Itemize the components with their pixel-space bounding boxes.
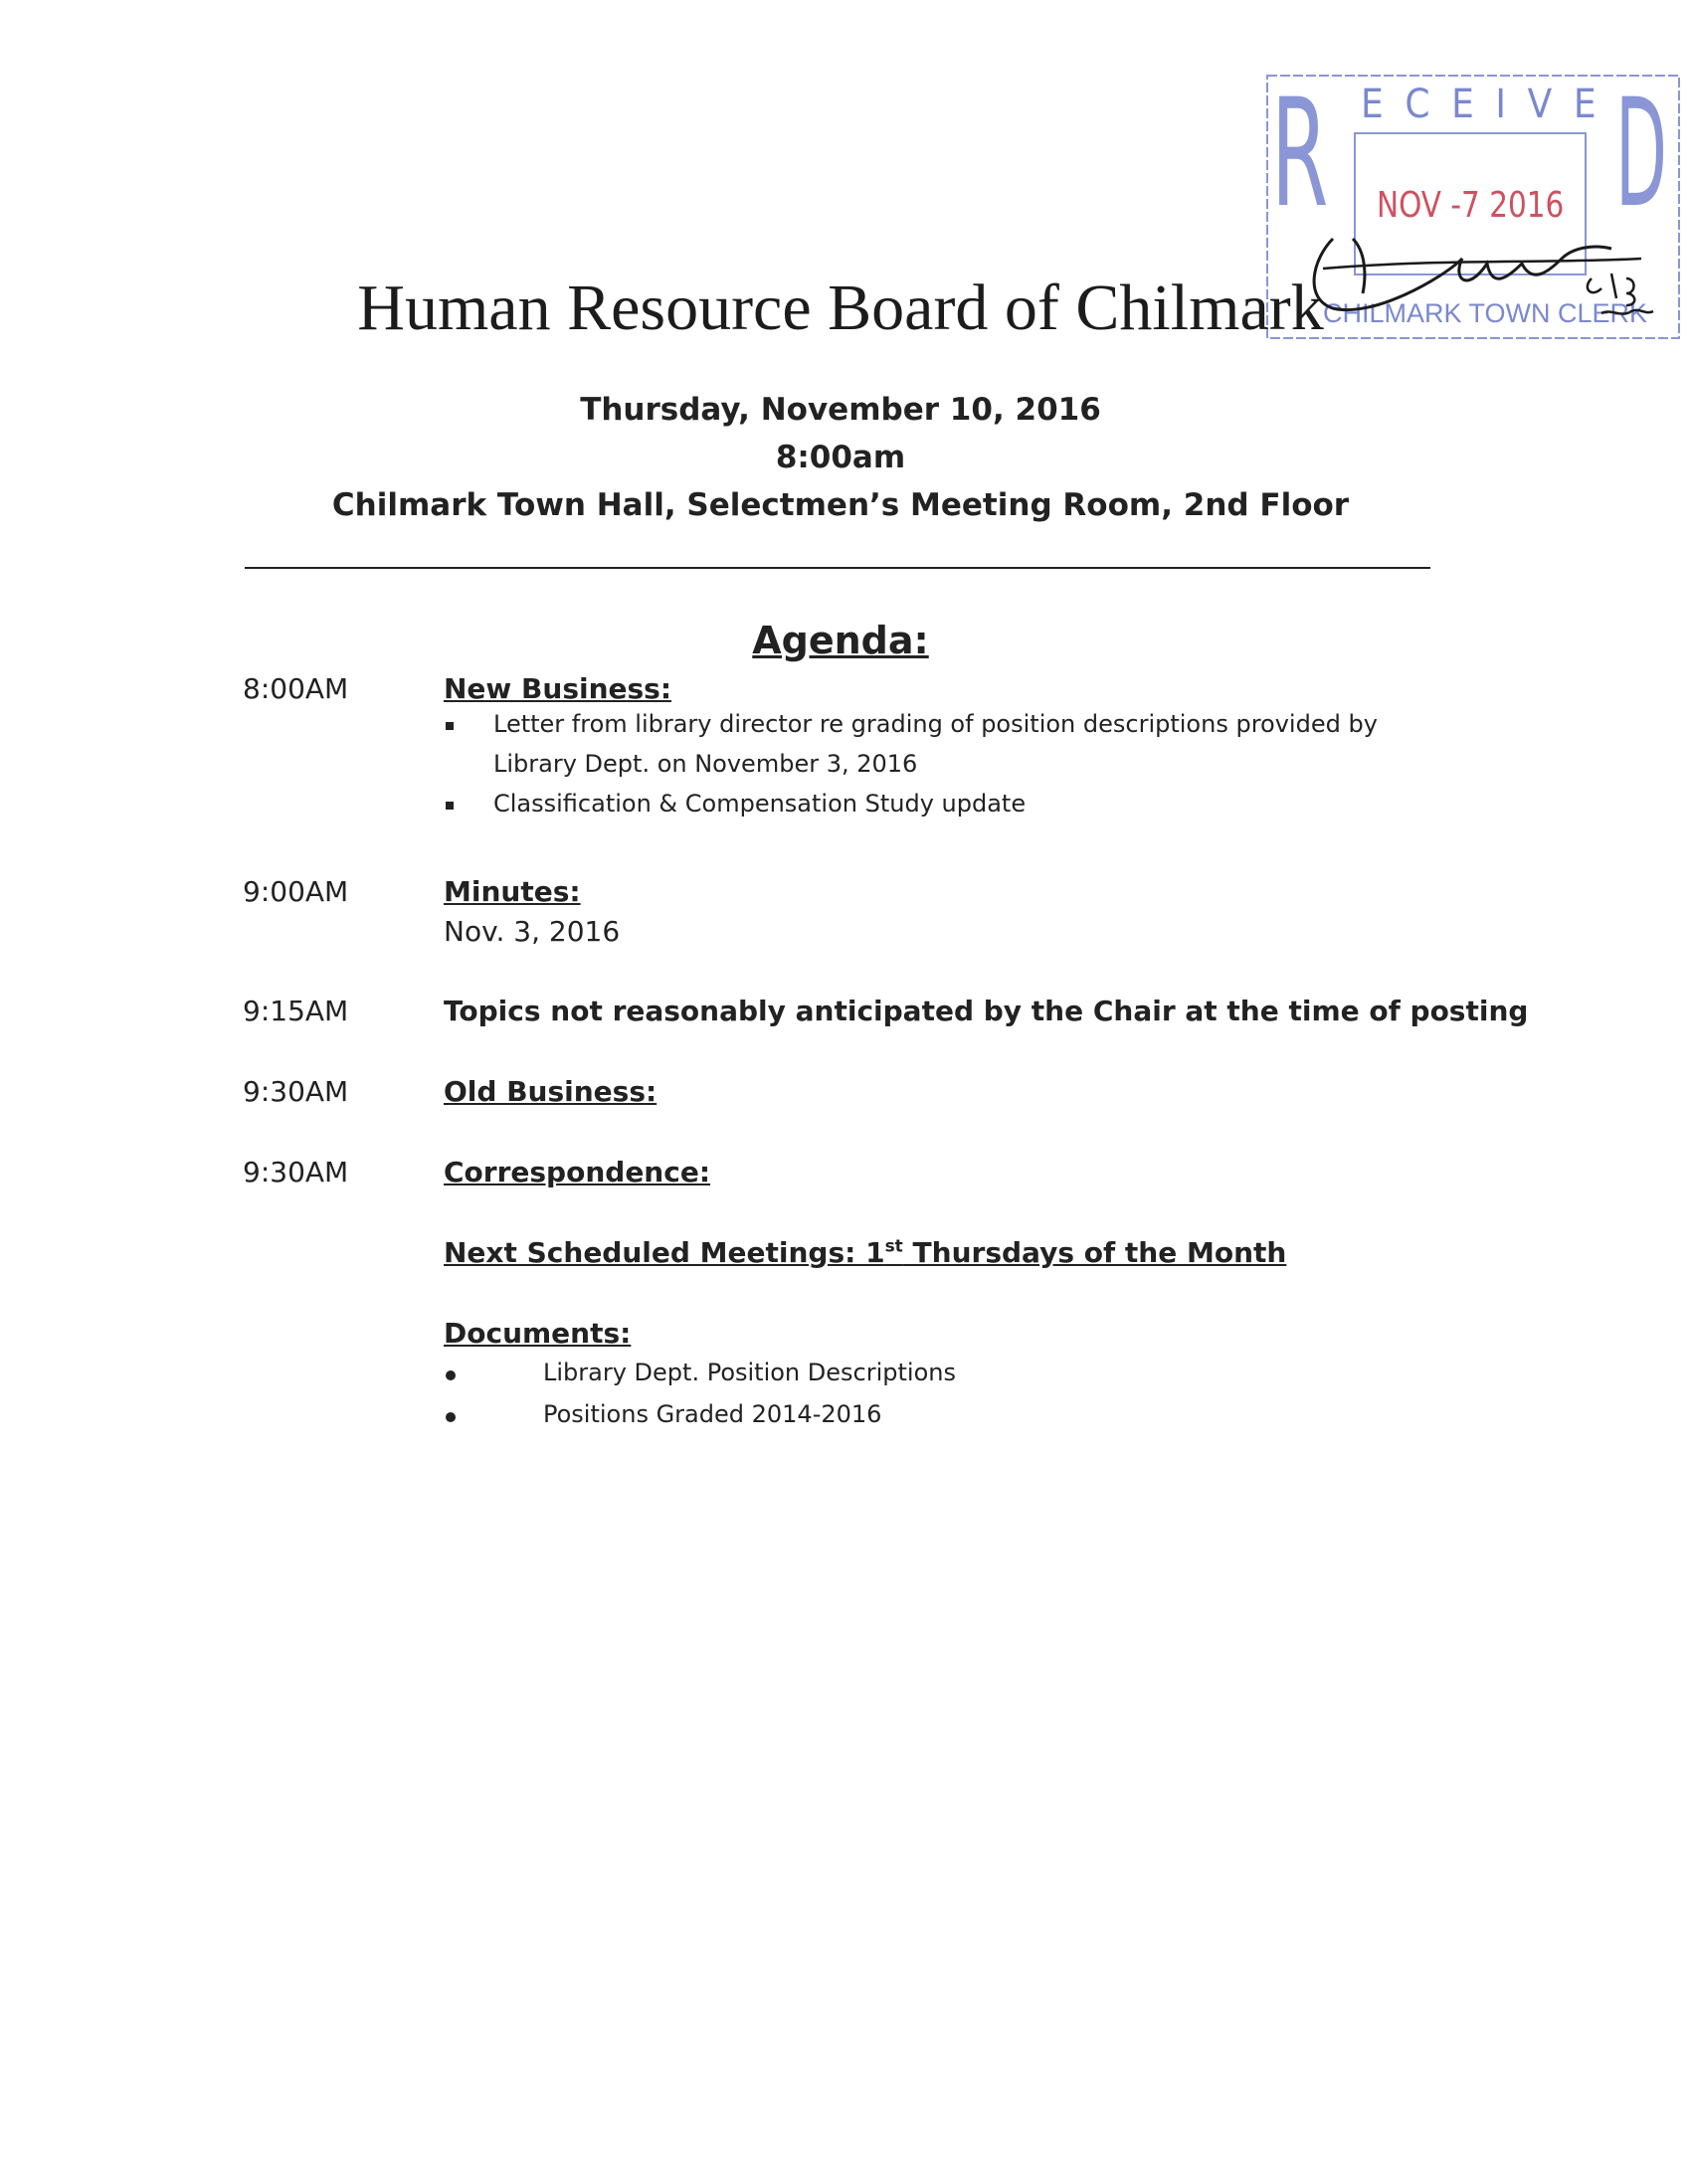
next-meetings-ordinal: st [884, 1236, 903, 1257]
agenda-heading: Agenda: [752, 619, 929, 662]
next-meetings [444, 1236, 1286, 1269]
item-heading-topics: Topics not reasonably anticipated by the Chair at the time of posting [444, 995, 1529, 1027]
item-time: 9:00AM [243, 875, 349, 908]
documents-heading: Documents: [444, 1317, 632, 1350]
item-heading-correspondence: Correspondence: [444, 1156, 711, 1188]
square-bullet-icon [446, 722, 454, 730]
bullet-text-continued: Library Dept. on November 3, 2016 [493, 750, 918, 778]
item-time: 8:00AM [243, 672, 349, 705]
item-time: 9:15AM [243, 995, 349, 1027]
item-time: 9:30AM [243, 1156, 349, 1188]
round-bullet-icon [446, 1412, 456, 1422]
round-bullet-icon [446, 1370, 456, 1380]
stamp-received-letters: ECEIVE [1361, 82, 1618, 127]
board-title: Human Resource Board of Chilmark [357, 272, 1324, 344]
stamp-date: NOV -7 2016 [1377, 185, 1565, 226]
meeting-date: Thursday, November 10, 2016 [580, 392, 1101, 428]
item-heading-minutes: Minutes: [444, 875, 581, 908]
item-heading-new-business: New Business: [444, 672, 672, 705]
stamp-r: R [1271, 68, 1329, 241]
meeting-time: 8:00am [775, 440, 906, 475]
square-bullet-icon [446, 802, 454, 810]
bullet-text: Letter from library director re grading of position descriptions provided by [493, 710, 1378, 738]
minutes-date: Nov. 3, 2016 [444, 915, 621, 948]
item-heading-old-business: Old Business: [444, 1075, 658, 1108]
next-meetings-label: Next Scheduled Meetings: 1 [444, 1236, 885, 1269]
document-item: Library Dept. Position Descriptions [543, 1359, 956, 1386]
item-time: 9:30AM [243, 1075, 349, 1108]
header-divider [245, 567, 1430, 569]
bullet-text: Classification & Compensation Study update [493, 790, 1027, 818]
next-meetings-rest: Thursdays of the Month [902, 1236, 1287, 1269]
document-item: Positions Graded 2014-2016 [543, 1400, 882, 1428]
meeting-location: Chilmark Town Hall, Selectmen’s Meeting Room, 2nd Floor [331, 487, 1350, 523]
stamp-office: CHILMARK TOWN CLERK [1323, 298, 1648, 328]
stamp-d: D [1615, 68, 1667, 241]
